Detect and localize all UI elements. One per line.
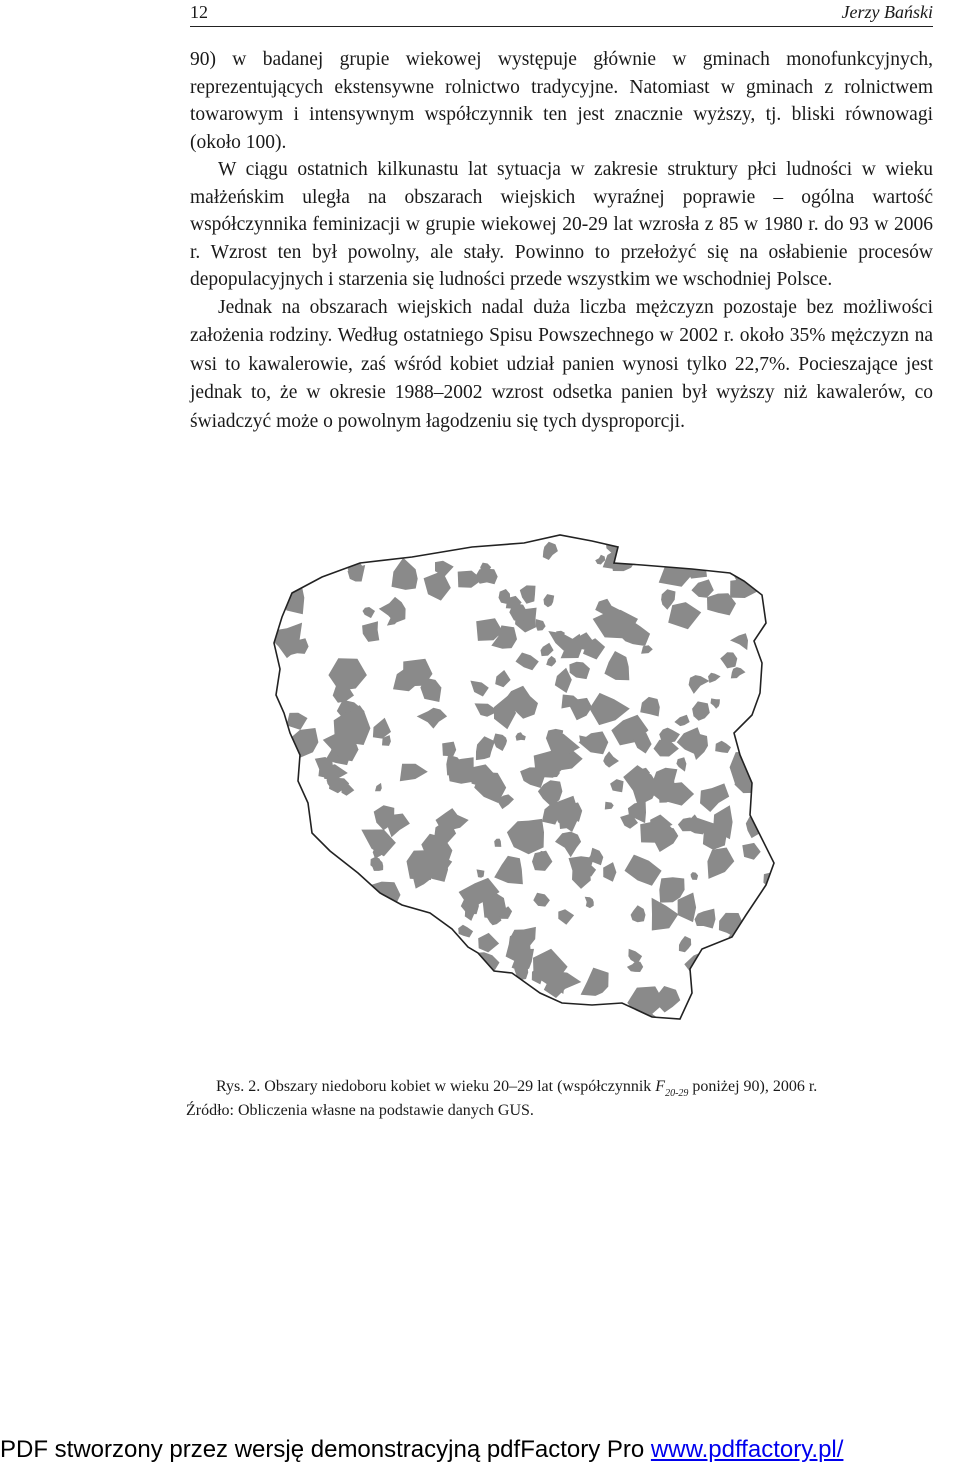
deficit-patch — [289, 872, 315, 908]
deficit-patch — [595, 555, 605, 565]
deficit-patch — [281, 923, 305, 949]
deficit-patch — [308, 918, 320, 934]
deficit-patch — [555, 832, 581, 858]
deficit-patch — [627, 962, 643, 972]
paragraph-2: W ciągu ostatnich kilkunastu lat sytuacja w zakresie struktury płci ludności w wieku małżeńskim uległa na obszarach wiejskich wyraźnej poprawie – ogólna wartość współczynnika feminizacji w grupie wiekowej 20-29 lat wzrosła z 85 w 1980 r. do 93 w 2006 r. Wzrost ten był powolny, ale stały. Powinno to przełożyć się na osłabienie procesów depopulacyjnych i starzenia się ludności przede wszystkim we wschodniej Polsce. — [190, 159, 933, 290]
deficit-patch — [375, 783, 382, 791]
deficit-patch — [691, 579, 713, 597]
deficit-patch — [293, 884, 319, 912]
deficit-patch — [641, 645, 653, 654]
deficit-patch — [288, 638, 309, 656]
deficit-patch — [266, 876, 283, 891]
deficit-patch — [458, 925, 473, 938]
page-number: 12 — [190, 2, 208, 22]
deficit-patch — [541, 643, 554, 656]
deficit-patch — [516, 732, 526, 741]
deficit-patch — [567, 698, 592, 720]
deficit-patch — [546, 656, 556, 667]
deficit-patch — [625, 855, 662, 886]
deficit-patch — [711, 698, 720, 708]
deficit-patch — [520, 767, 545, 788]
deficit-patch — [317, 978, 333, 992]
deficit-patch — [679, 936, 691, 952]
deficit-patch — [420, 678, 441, 702]
deficit-patch — [287, 804, 305, 818]
deficit-patch — [536, 619, 546, 631]
deficit-patch — [287, 713, 308, 730]
figure-caption — [186, 1076, 946, 1122]
deficit-patch — [532, 851, 552, 871]
deficit-patch — [707, 848, 734, 879]
deficit-patch — [435, 961, 464, 980]
caption-line — [186, 1076, 946, 1100]
body-text — [190, 46, 933, 436]
deficit-patch — [424, 571, 451, 601]
deficit-patch — [533, 893, 550, 907]
deficit-patch — [581, 968, 609, 996]
deficit-patch — [323, 940, 335, 956]
deficit-patch — [321, 913, 336, 923]
deficit-patch — [472, 968, 484, 979]
deficit-areas — [266, 533, 791, 1027]
caption-suffix: poniżej 90), 2006 r. — [688, 1078, 818, 1095]
deficit-patch — [379, 597, 406, 623]
deficit-patch — [610, 779, 624, 792]
deficit-patch — [668, 602, 701, 629]
deficit-patch — [345, 972, 373, 998]
deficit-patch — [373, 718, 391, 739]
deficit-patch — [520, 585, 536, 603]
poland-map — [262, 533, 822, 1038]
deficit-patch — [476, 736, 495, 760]
paragraph-3: Jednak na obszarach wiejskich nadal duża liczba mężczyzn pozostaje bez możliwości założenia rodziny. Według ostatniego Spisu Powszechnego w 2002 r. około 35% mężczyzn na wsi to kawalerowie, zaś wśród kobiet udział panien wynosi tylko 22,7%. Pocieszające jest jednak to, że w okresie 1988–2002 wzrost odsetka panien był wyższy niż kawalerów, co świadczyć może o powolnym łagodzeniu się tych dysproporcji. — [190, 296, 933, 432]
deficit-patch — [340, 953, 351, 967]
deficit-patch — [720, 652, 737, 668]
deficit-patch — [695, 909, 716, 929]
deficit-patch — [507, 819, 544, 854]
deficit-patch — [497, 983, 509, 994]
deficit-patch — [603, 862, 616, 882]
deficit-patch — [691, 872, 699, 880]
deficit-patch — [742, 843, 760, 860]
deficit-patch — [475, 569, 498, 585]
caption-source: Źródło: Obliczenia własne na podstawie danych GUS. — [186, 1102, 534, 1119]
page-header — [190, 0, 933, 27]
deficit-patch — [477, 869, 485, 877]
deficit-patch — [312, 977, 325, 990]
deficit-patch — [746, 814, 768, 838]
deficit-patch — [399, 994, 425, 1019]
deficit-patch — [494, 856, 523, 885]
deficit-patch — [400, 764, 428, 781]
map-figure — [262, 533, 822, 1038]
deficit-patch — [338, 910, 374, 946]
deficit-patch — [631, 905, 646, 922]
deficit-patch — [700, 783, 729, 812]
deficit-patch — [692, 701, 710, 720]
paragraph-1: 90) w badanej grupie wiekowej występuje głównie w gminach monofunkcyjnych, reprezentujących ekstensywne rolnictwo tradycyjne. Natomiast w gminach z rolnictwem towarowym i intensywnym współczynnik ten jest znacznie wyższy, tj. bliski równowagi (około 100). — [190, 49, 933, 153]
deficit-patch — [676, 757, 686, 771]
deficit-patch — [516, 653, 539, 671]
deficit-patch — [730, 752, 757, 784]
pdf-footer — [0, 1436, 960, 1464]
deficit-patch — [585, 897, 594, 908]
deficit-patch — [270, 949, 305, 974]
deficit-patch — [652, 898, 679, 931]
deficit-patch — [362, 621, 379, 642]
deficit-patch — [494, 839, 501, 847]
deficit-patch — [659, 728, 680, 743]
deficit-patch — [708, 673, 721, 683]
deficit-patch — [753, 544, 791, 573]
deficit-patch — [442, 742, 456, 757]
deficit-patch — [490, 976, 505, 995]
deficit-patch — [470, 681, 488, 697]
deficit-patch — [377, 1001, 392, 1016]
deficit-patch — [697, 998, 724, 1021]
deficit-patch — [603, 751, 619, 767]
deficit-patch — [738, 992, 755, 1005]
deficit-patch — [632, 733, 652, 754]
caption-variable: F — [655, 1078, 666, 1095]
deficit-patch — [274, 795, 309, 822]
deficit-patch — [726, 537, 762, 571]
deficit-patch — [393, 995, 410, 1016]
caption-prefix: Rys. 2. Obszary niedoboru kobiet w wieku 20–29 lat (współczynnik — [216, 1078, 656, 1095]
deficit-patch — [605, 802, 614, 810]
deficit-patch — [689, 675, 710, 694]
deficit-patch — [298, 947, 326, 985]
deficit-patch — [640, 697, 660, 717]
deficit-patch — [731, 667, 746, 678]
deficit-patch — [751, 731, 775, 751]
deficit-patch — [299, 857, 317, 880]
deficit-patch — [478, 933, 499, 953]
deficit-patch — [328, 658, 367, 690]
deficit-patch — [579, 731, 609, 754]
deficit-patch — [657, 986, 680, 1013]
deficit-patch — [543, 542, 558, 560]
deficit-patch — [331, 533, 357, 556]
deficit-patch — [715, 741, 731, 753]
deficit-patch — [675, 549, 684, 565]
deficit-patch — [544, 594, 555, 607]
deficit-patch — [674, 715, 689, 726]
deficit-patch — [684, 952, 715, 977]
deficit-patch — [370, 938, 391, 963]
deficit-patch — [439, 969, 469, 996]
deficit-patch — [706, 546, 747, 571]
deficit-patch — [420, 976, 449, 1005]
deficit-patch — [319, 544, 331, 555]
deficit-patch — [283, 933, 293, 943]
deficit-patch — [558, 909, 574, 925]
deficit-patch — [341, 966, 352, 977]
deficit-patch — [392, 558, 418, 590]
deficit-patch — [604, 651, 629, 680]
deficit-patch — [758, 700, 767, 708]
caption-subscript: 20-29 — [665, 1088, 689, 1099]
deficit-patch — [417, 708, 447, 729]
deficit-patch — [685, 546, 707, 563]
footer-link[interactable]: www.pdffactory.pl/ — [650, 1436, 844, 1463]
deficit-patch — [730, 633, 748, 650]
deficit-patch — [382, 546, 395, 559]
deficit-patch — [341, 542, 362, 564]
deficit-patch — [493, 734, 507, 752]
deficit-patch — [569, 662, 590, 679]
deficit-patch — [331, 956, 342, 969]
running-head-author: Jerzy Bański — [841, 2, 933, 22]
deficit-patch — [324, 764, 348, 780]
deficit-patch — [363, 607, 376, 618]
deficit-patch — [309, 996, 340, 1027]
footer-text: PDF stworzony przez wersję demonstracyjną pdfFactory Pro — [0, 1436, 651, 1463]
deficit-patch — [623, 765, 658, 806]
deficit-patch — [495, 670, 510, 687]
deficit-patch — [499, 589, 512, 604]
deficit-patch — [309, 923, 335, 952]
deficit-patch — [555, 668, 572, 693]
